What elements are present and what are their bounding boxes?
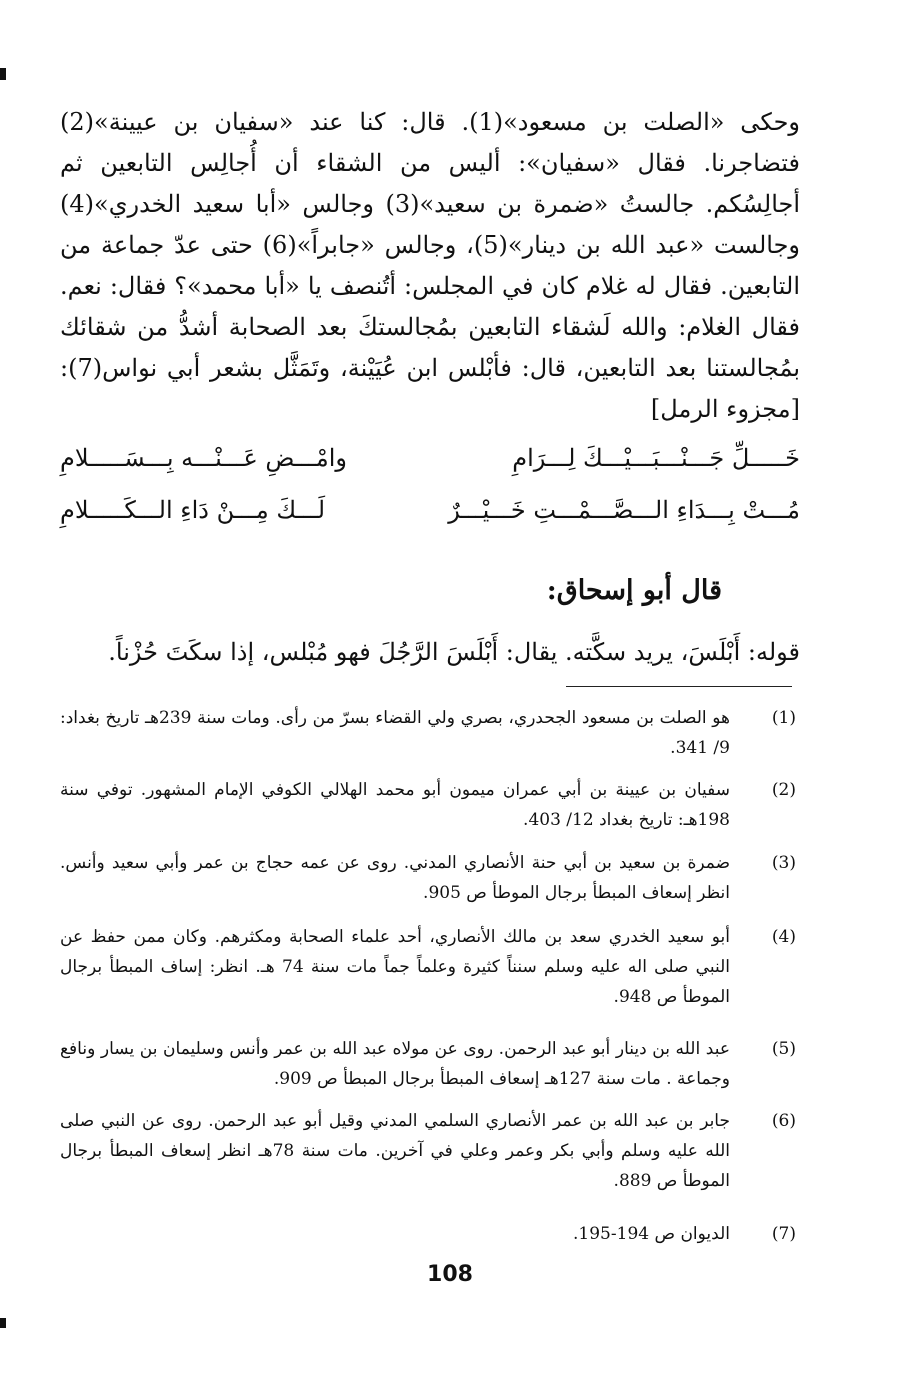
footnote	[60, 1034, 800, 1094]
footnote-text: سفيان بن عيينة بن أبي عمران ميمون أبو محمد الهلالي الكوفي الإمام المشهور. توفي سنة 198هـ: تاريخ بغداد 12/ 403.	[60, 780, 730, 830]
verse-line-2	[60, 496, 800, 524]
footnote-number: (2)	[771, 780, 796, 800]
footnote	[60, 775, 800, 835]
footnote-text: جابر بن عبد الله بن عمر الأنصاري السلمي المدني وقيل أبو عبد الرحمن. روى عن النبي صلى الله عليه وسلم وأبي بكر وعمر وعلي في آخرين. مات سنة 78هـ انظر إسعاف المبطأ برجال الموطأ ص 889.	[60, 1111, 730, 1191]
commentary-text: قوله: أَبْلَسَ، يريد سكَّته. يقال: أَبْلَسَ الرَّجُلَ فهو مُبْلس، إذا سكَتَ حُزْناً.	[108, 638, 800, 666]
footnote-number: (6)	[771, 1111, 796, 1131]
footnote-text: الديوان ص 194-195.	[573, 1224, 730, 1244]
scan-edge-mark	[0, 1318, 6, 1328]
scan-edge-mark	[0, 68, 6, 80]
footnote-text: هو الصلت بن مسعود الجحدري، بصري ولي القضاء بسرّ من رأى. ومات سنة 239هـ تاريخ بغداد: 9/ 341.	[60, 708, 730, 758]
footnote-text: عبد الله بن دينار أبو عبد الرحمن. روى عن مولاه عبد الله بن عمر وأنس وسليمان بن يسار ونافع وجماعة . مات سنة 127هـ إسعاف المبطأ برجال المبطأ ص 909.	[60, 1039, 730, 1089]
section-heading: قال أبو إسحاق:	[546, 575, 722, 606]
verse-2-second-hemistich: لَـــكَ مِـــنْ دَاءِ الـــكَـــــلامِ	[60, 496, 326, 524]
footnote	[60, 1219, 800, 1249]
verse-2-first-hemistich: مُـــتْ بِـــدَاءِ الـــصَّـــمْـــتِ خَـــيْـــرٌ	[448, 496, 800, 524]
footnote-number: (4)	[771, 927, 796, 947]
verse-line-1	[60, 444, 800, 472]
footnote-number: (1)	[771, 708, 796, 728]
footnote	[60, 703, 800, 763]
footnote	[60, 848, 800, 908]
verse-1-first-hemistich: خَـــــلِّ جَـــنْـــبَـــيْـــكَ لِـــرَامِ	[512, 444, 800, 472]
footnote-separator	[566, 686, 792, 687]
footnote	[60, 1106, 800, 1196]
verse-1-second-hemistich: وامْـــضِ عَـــنْـــه بِـــسَـــــلامِ	[60, 444, 348, 472]
footnote-number: (3)	[771, 853, 796, 873]
page-number: 108	[427, 1262, 473, 1287]
footnote	[60, 922, 800, 1012]
footnote-number: (5)	[771, 1039, 796, 1059]
footnote-text: ضمرة بن سعيد بن أبي حنة الأنصاري المدني. روى عن عمه حجاج بن عمر وأبي سعيد وأنس. انظر إسعاف المبطأ برجال الموطأ ص 905.	[60, 853, 730, 903]
main-paragraph: وحكى «الصلت بن مسعود»(1). قال: كنا عند «سفيان بن عيينة»(2) فتضاجرنا. فقال «سفيان»: أليس من الشقاء أن أُجالِس التابعين ثم أجالِسُكم. جالستُ «ضمرة بن سعيد»(3) وجالس «أبا سعيد الخدري»(4) وجالست «عبد الله بن دينار»(5)، وجالس «جابراً»(6) حتى عدّ جماعة من التابعين. فقال له غلام كان في المجلس: أتُنصف يا «أبا محمد»؟ فقال: نعم. فقال الغلام: والله لَشقاء التابعين بمُجالستكَ بعد الصحابة أشدُّ من شقائك بمُجالستنا بعد التابعين، قال: فأبْلس ابن عُيَيْنة، وتَمَثَّل بشعر أبي نواس(7): [مجزوء الرمل]	[60, 108, 801, 423]
footnote-number: (7)	[771, 1224, 796, 1244]
main-text	[60, 102, 800, 430]
footnote-text: أبو سعيد الخدري سعد بن مالك الأنصاري، أحد علماء الصحابة ومكثرهم. وكان ممن حفظ عن النبي صلى اله عليه وسلم سنناً كثيرة وعلماً جماً مات سنة 74 هـ. انظر: إساف المبطأ برجال الموطأ ص 948.	[60, 927, 730, 1007]
